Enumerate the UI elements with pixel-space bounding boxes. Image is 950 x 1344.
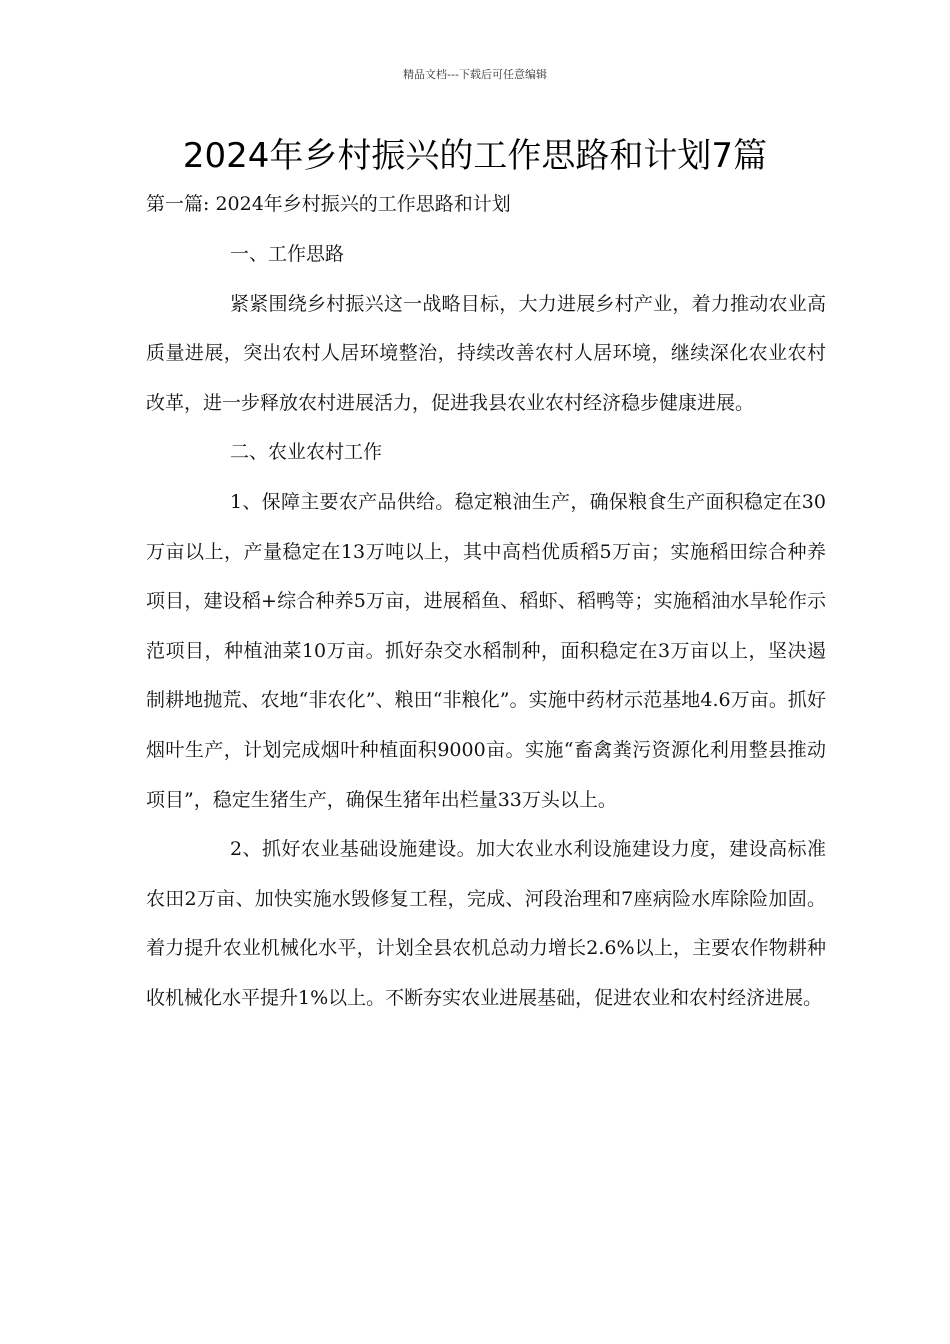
- paragraph-work-ideas: 紧紧围绕乡村振兴这一战略目标，大力进展乡村产业，着力推动农业高质量进展，突出农村人居环境整治，持续改善农村人居环境，继续深化农业农村改革，进一步释放农村进展活力，促进我县农业农村经济稳步健康进展。: [146, 292, 826, 414]
- document-title: 2024年乡村振兴的工作思路和计划7篇: [182, 136, 768, 176]
- document-body: [146, 230, 826, 1024]
- header-note: 精品文档---下载后可任意编辑: [403, 68, 547, 81]
- section-heading-agriculture: 二、农业农村工作: [230, 441, 383, 464]
- chapter-subtitle: 第一篇: 2024年乡村振兴的工作思路和计划: [146, 193, 511, 215]
- section-heading-work-ideas: 一、工作思路: [230, 243, 345, 265]
- paragraph-supply: 1、保障主要农产品供给。稳定粮油生产，确保粮食生产面积稳定在30万亩以上，产量稳定在13万吨以上，其中高档优质稻5万亩；实施稻田综合种养项目，建设稻+综合种养5万亩，进展稻鱼、稻虾、稻鸭等；实施稻油水旱轮作示范项目，种植油菜10万亩。抓好杂交水稻制种，面积稳定在3万亩以上，坚决遏制耕地抛荒、农地“非农化”、粮田“非粮化”。实施中药材示范基地4.6万亩。抓好烟叶生产，计划完成烟叶种植面积9000亩。实施“畜禽粪污资源化利用整县推动项目”，稳定生猪生产，确保生猪年出栏量33万头以上。: [146, 490, 826, 811]
- paragraph-infrastructure: 2、抓好农业基础设施建设。加大农业水利设施建设力度，建设高标准农田2万亩、加快实施水毁修复工程，完成、河段治理和7座病险水库除险加固。着力提升农业机械化水平，计划全县农机总动力增长2.6%以上，主要农作物耕种收机械化水平提升1%以上。不断夯实农业进展基础，促进农业和农村经济进展。: [146, 838, 826, 1009]
